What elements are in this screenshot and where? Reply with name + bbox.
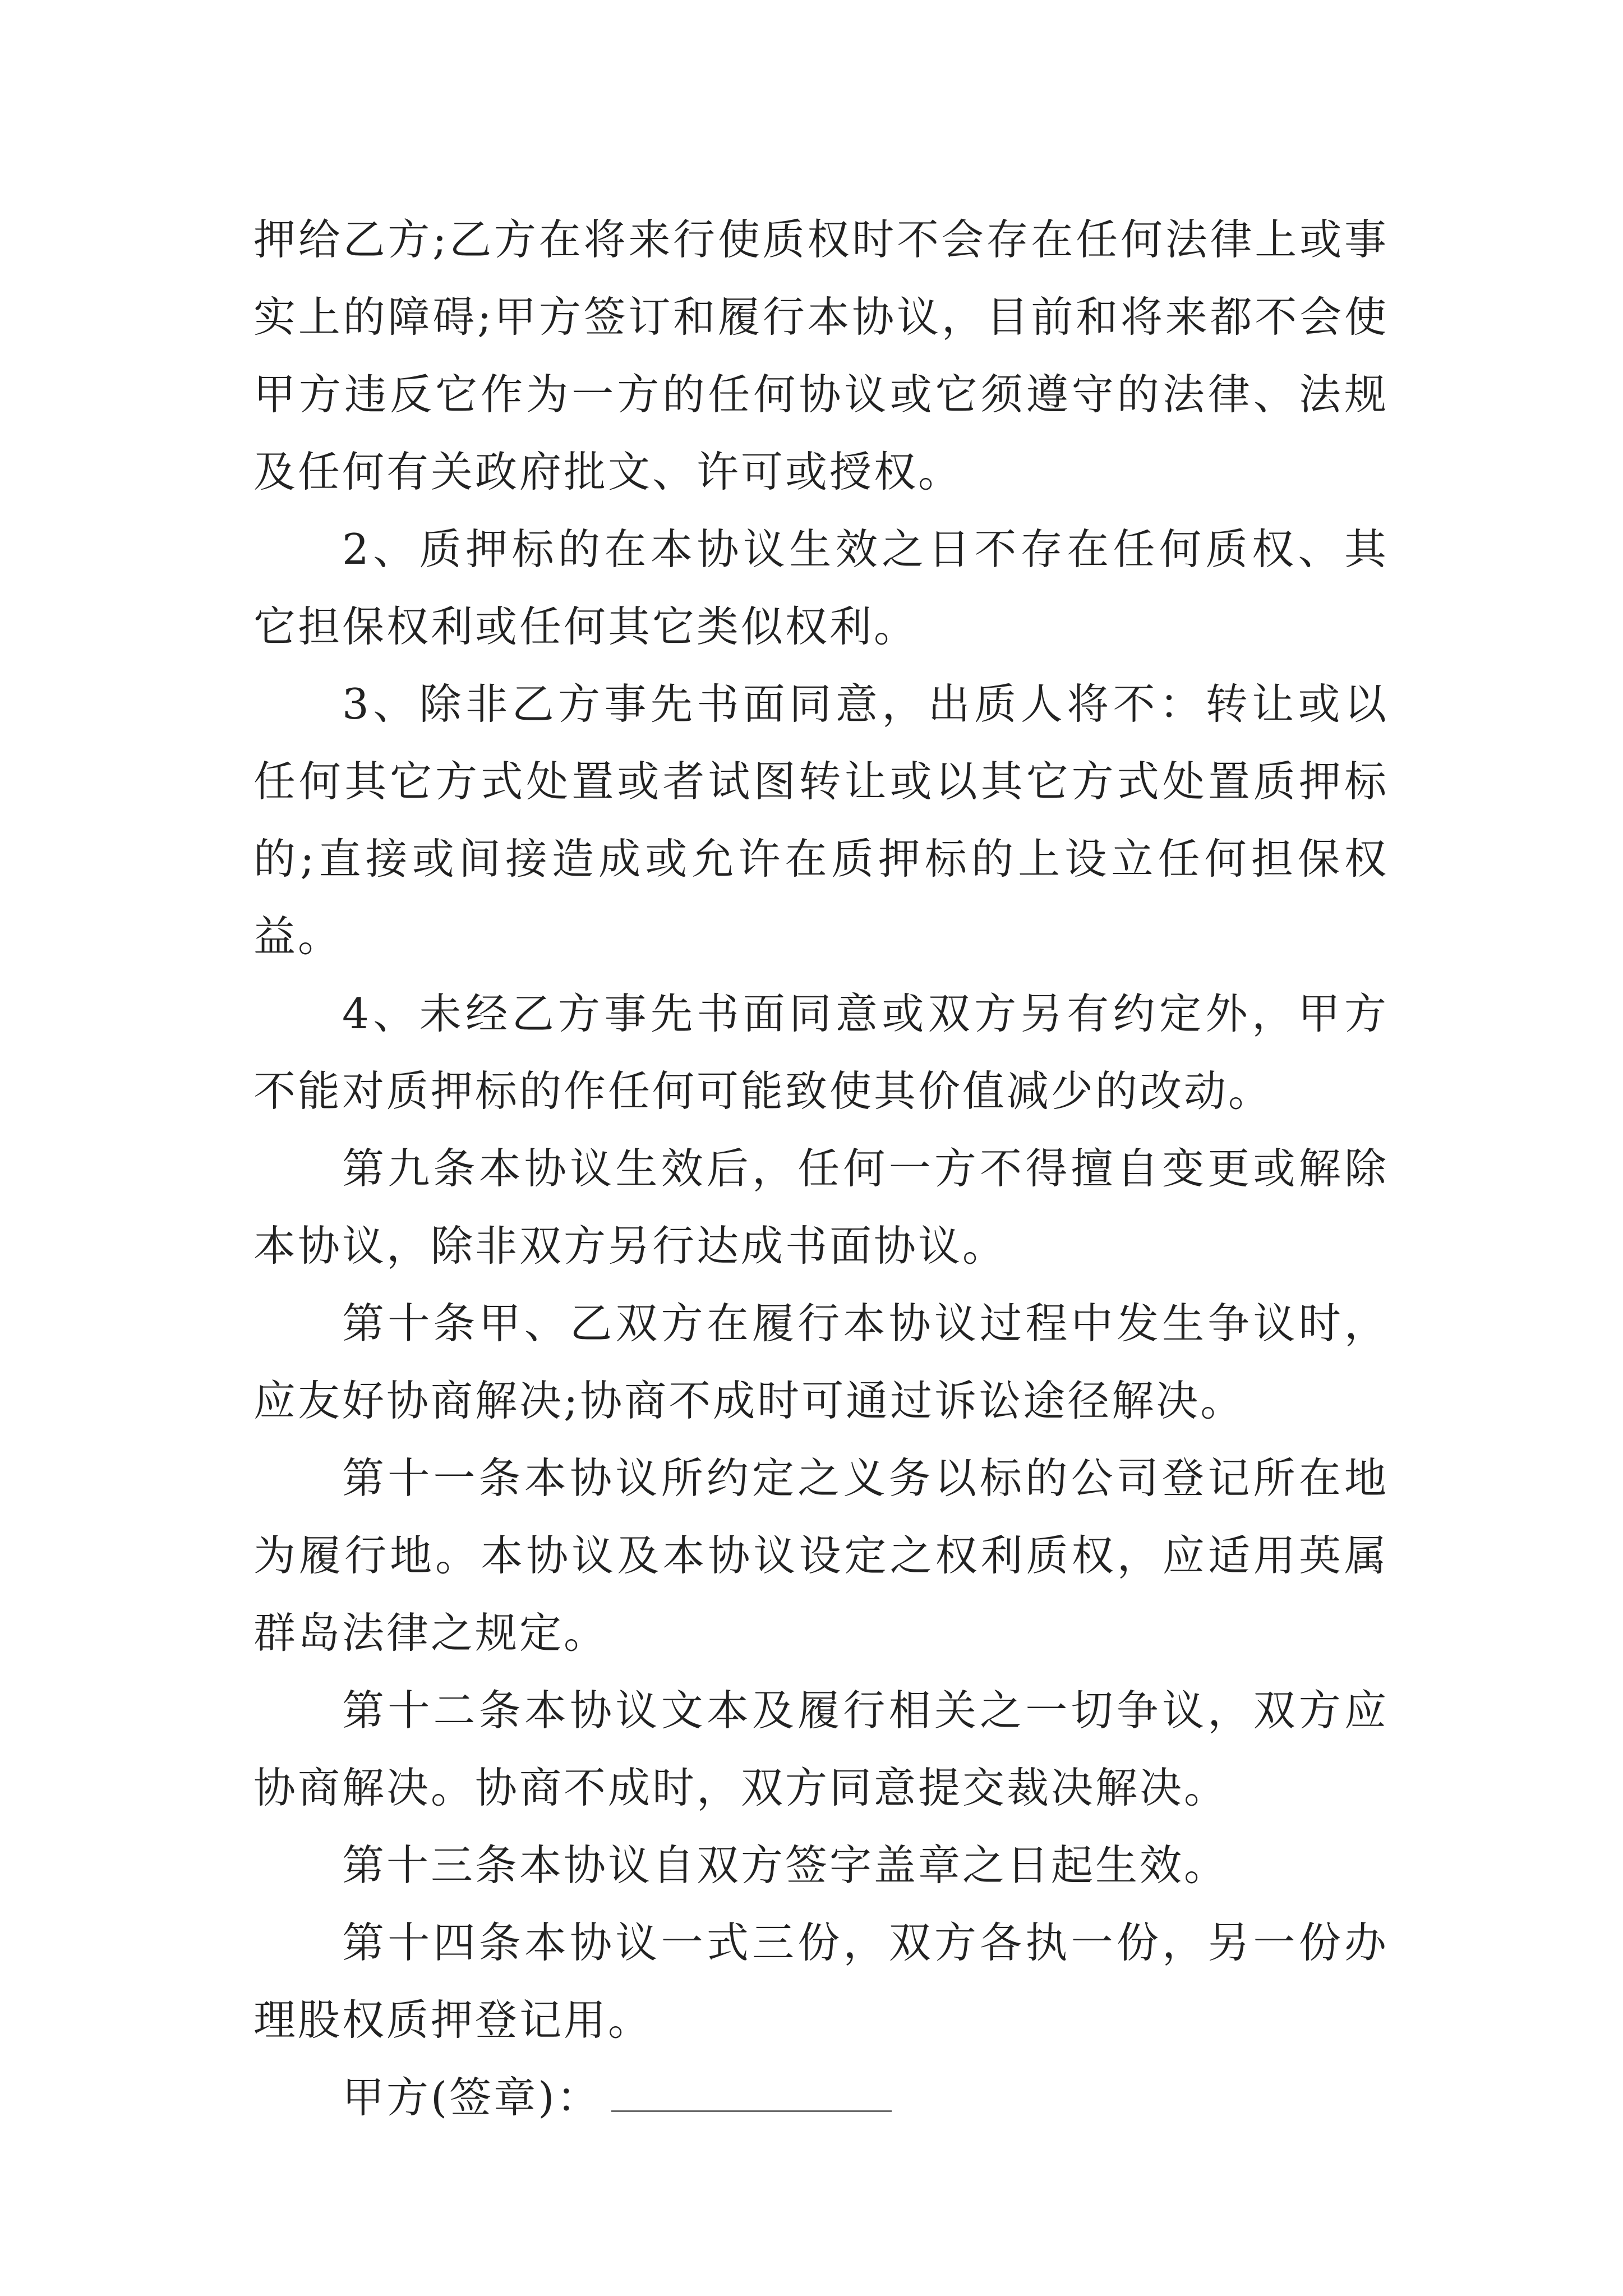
paragraph-continuation: 押给乙方;乙方在将来行使质权时不会存在任何法律上或事实上的障碍;甲方签订和履行本协议，目前和将来都不会使甲方违反它作为一方的任何协议或它须遵守的法律、法规及任何有关政府批文、许可或授权。 xyxy=(253,215,1389,496)
paragraph-clause-3: 3、除非乙方事先书面同意，出质人将不：转让或以任何其它方式处置或者试图转让或以其它方式处置质押标的;直接或间接造成或允许在质押标的上设立任何担保权益。 xyxy=(253,679,1389,961)
paragraph-article-14: 第十四条本协议一式三份，双方各执一份，另一份办理股权质押登记用。 xyxy=(253,1918,1389,2045)
paragraph-article-11: 第十一条本协议所约定之义务以标的公司登记所在地为履行地。本协议及本协议设定之权利质权，应适用英属群岛法律之规定。 xyxy=(253,1453,1389,1658)
signature-blank xyxy=(611,2077,892,2112)
signature-line xyxy=(253,2059,1389,2136)
paragraph-clause-4: 4、未经乙方事先书面同意或双方另有约定外，甲方不能对质押标的作任何可能致使其价值减少的改动。 xyxy=(253,989,1389,1116)
document-body xyxy=(253,201,1389,2136)
paragraph-article-9: 第九条本协议生效后，任何一方不得擅自变更或解除本协议，除非双方另行达成书面协议。 xyxy=(253,1144,1389,1271)
paragraph-clause-2: 2、质押标的在本协议生效之日不存在任何质权、其它担保权利或任何其它类似权利。 xyxy=(253,524,1389,651)
paragraph-article-10: 第十条甲、乙双方在履行本协议过程中发生争议时，应友好协商解决;协商不成时可通过诉讼途径解决。 xyxy=(253,1299,1389,1425)
paragraph-article-13: 第十三条本协议自双方签字盖章之日起生效。 xyxy=(342,1841,1229,1890)
paragraph-article-12: 第十二条本协议文本及履行相关之一切争议，双方应协商解决。协商不成时，双方同意提交裁决解决。 xyxy=(253,1686,1389,1812)
signature-label: 甲方(签章)： xyxy=(342,2073,601,2122)
